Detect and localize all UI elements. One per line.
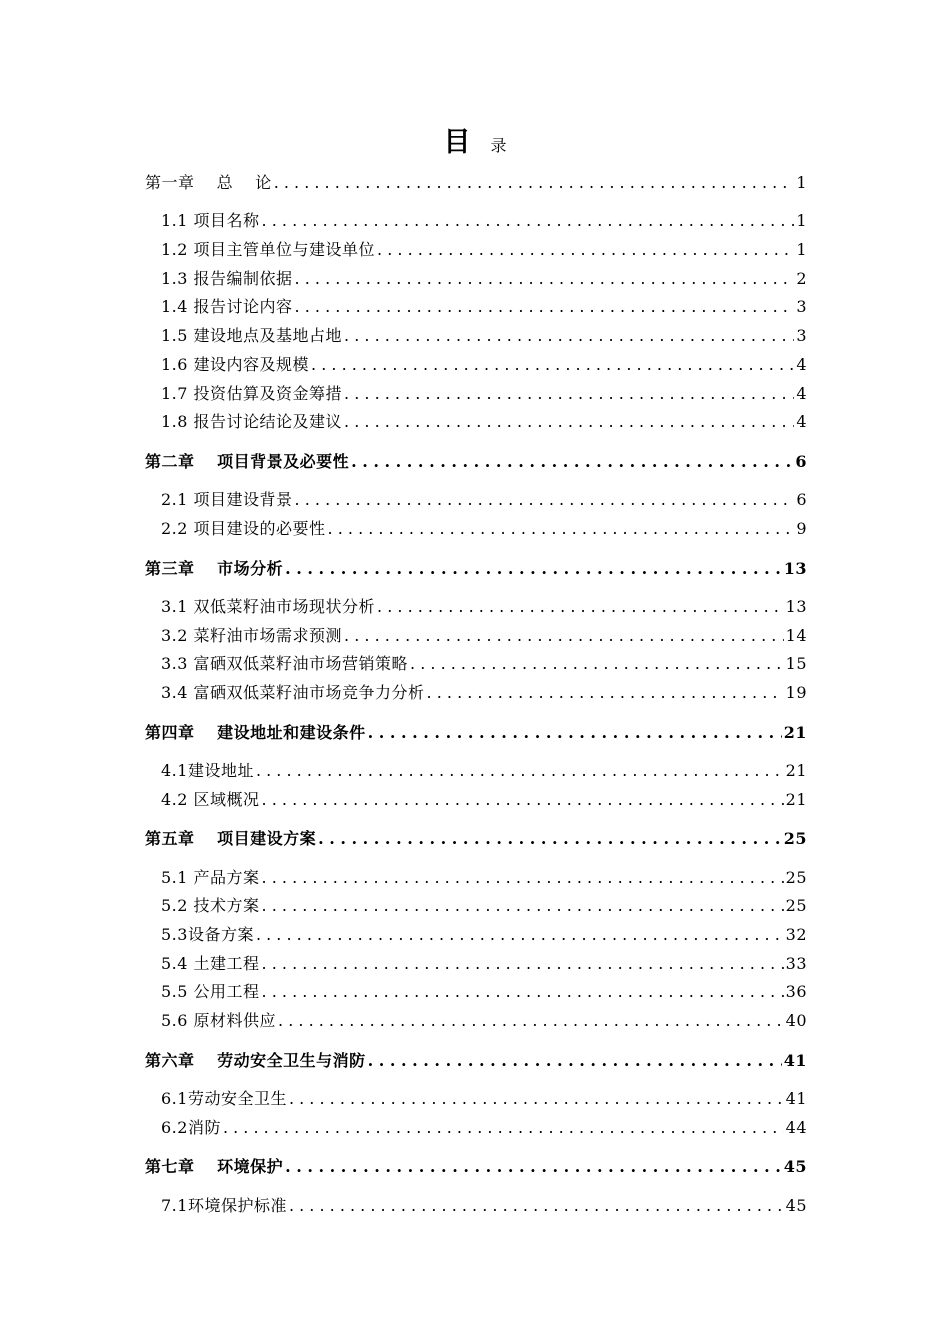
dot-leader — [285, 559, 782, 578]
toc-section-entry[interactable] — [145, 1193, 807, 1222]
toc-entry-label: 6.2消防 — [161, 1117, 221, 1137]
toc-chapter-entry[interactable] — [145, 168, 807, 208]
toc-entry-label: 5.2 技术方案 — [161, 896, 260, 916]
toc-section-entry[interactable] — [145, 758, 807, 787]
dot-leader — [262, 211, 795, 230]
toc-section-entry[interactable] — [145, 266, 807, 295]
dot-leader — [328, 519, 795, 538]
dot-leader — [351, 452, 793, 471]
dot-leader — [256, 761, 784, 780]
toc-section-entry[interactable] — [145, 979, 807, 1008]
toc-entry-label: 7.1环境保护标准 — [161, 1195, 287, 1215]
toc-section-entry[interactable] — [145, 680, 807, 709]
toc-entry-label: 1.3 报告编制依据 — [161, 268, 293, 288]
toc-page-number: 45 — [783, 1157, 807, 1177]
toc-section-entry[interactable] — [145, 237, 807, 266]
toc-title — [0, 120, 950, 159]
dot-leader — [262, 790, 784, 809]
toc-page-number: 1 — [796, 211, 807, 231]
dot-leader — [377, 240, 794, 259]
toc-entry-label: 3.1 双低菜籽油市场现状分析 — [161, 596, 376, 616]
toc-entry-label: 第二章 项目背景及必要性 — [145, 451, 350, 471]
toc-page-number: 40 — [785, 1011, 807, 1031]
dot-leader — [344, 384, 794, 403]
toc-page-number: 44 — [785, 1117, 807, 1137]
toc-section-entry[interactable] — [145, 409, 807, 438]
toc-page-number: 36 — [785, 982, 807, 1002]
toc-entry-label: 5.5 公用工程 — [161, 982, 260, 1002]
dot-leader — [427, 683, 784, 702]
toc-entry-label: 第三章 市场分析 — [145, 558, 284, 578]
toc-page-number: 41 — [783, 1050, 807, 1070]
toc-page-number: 14 — [785, 625, 807, 645]
toc-page-number: 41 — [785, 1089, 807, 1108]
dot-leader — [262, 868, 784, 887]
dot-leader — [410, 654, 784, 673]
dot-leader — [262, 982, 784, 1001]
toc-page-number: 13 — [783, 558, 807, 578]
toc-chapter-entry[interactable] — [145, 718, 807, 758]
dot-leader — [289, 1196, 784, 1215]
toc-page-number: 2 — [796, 268, 807, 288]
toc-title-sub: 录 — [490, 136, 507, 155]
dot-leader — [223, 1118, 784, 1137]
toc-entry-label: 第六章 劳动安全卫生与消防 — [145, 1050, 366, 1070]
toc-section-entry[interactable] — [145, 1086, 807, 1115]
dot-leader — [368, 723, 782, 742]
dot-leader — [368, 1051, 782, 1070]
toc-entry-label: 1.5 建设地点及基地占地 — [161, 326, 343, 346]
toc-entry-label: 1.6 建设内容及规模 — [161, 354, 310, 374]
toc-section-entry[interactable] — [145, 294, 807, 323]
toc-entry-label: 5.1 产品方案 — [161, 867, 260, 887]
toc-section-entry[interactable] — [145, 787, 807, 816]
toc-chapter-entry[interactable] — [145, 1152, 807, 1192]
toc-section-entry[interactable] — [145, 208, 807, 237]
toc-entry-label: 第五章 项目建设方案 — [145, 829, 317, 849]
dot-leader — [318, 829, 782, 848]
toc-page-number: 19 — [785, 682, 807, 702]
toc-page-number: 25 — [783, 829, 807, 849]
toc-entry-label: 2.1 项目建设背景 — [161, 490, 293, 510]
toc-chapter-entry[interactable] — [145, 447, 807, 487]
dot-leader — [344, 326, 794, 345]
toc-page-number: 4 — [796, 412, 807, 432]
toc-entry-label: 2.2 项目建设的必要性 — [161, 518, 326, 538]
toc-entry-label: 1.7 投资估算及资金筹措 — [161, 383, 343, 403]
toc-entry-label: 3.3 富硒双低菜籽油市场营销策略 — [161, 654, 409, 674]
toc-page-number: 45 — [785, 1195, 807, 1215]
dot-leader — [344, 412, 794, 431]
toc-section-entry[interactable] — [145, 865, 807, 894]
dot-leader — [344, 626, 784, 645]
toc-entry-label: 第四章 建设地址和建设条件 — [145, 722, 366, 742]
toc-section-entry[interactable] — [145, 323, 807, 352]
toc-chapter-entry[interactable] — [145, 824, 807, 864]
toc-entry-label: 1.2 项目主管单位与建设单位 — [161, 240, 376, 260]
toc-page-number: 4 — [796, 383, 807, 403]
toc-entry-label: 4.2 区域概况 — [161, 789, 260, 809]
toc-page-number: 21 — [785, 789, 807, 809]
toc-entry-label: 第七章 环境保护 — [145, 1157, 284, 1177]
dot-leader — [295, 269, 795, 288]
toc-chapter-entry[interactable] — [145, 554, 807, 594]
toc-section-entry[interactable] — [145, 623, 807, 652]
toc-page-number: 6 — [796, 490, 807, 510]
toc-section-entry[interactable] — [145, 516, 807, 545]
toc-entry-label: 5.6 原材料供应 — [161, 1011, 277, 1031]
toc-entry-label: 1.8 报告讨论结论及建议 — [161, 412, 343, 432]
toc-page-number: 3 — [796, 297, 807, 317]
dot-leader — [256, 925, 784, 944]
toc-section-entry[interactable] — [145, 487, 807, 516]
toc-page-number: 15 — [785, 654, 807, 674]
toc-page-number: 32 — [785, 924, 807, 944]
toc-section-entry[interactable] — [145, 381, 807, 410]
toc-entry-label: 6.1劳动安全卫生 — [161, 1089, 287, 1108]
dot-leader — [278, 1011, 784, 1030]
toc-section-entry[interactable] — [145, 922, 807, 951]
toc-page-number: 21 — [785, 760, 807, 780]
toc-page-number: 21 — [783, 722, 807, 742]
toc-entry-label: 1.1 项目名称 — [161, 211, 260, 231]
dot-leader — [274, 173, 795, 192]
toc-entry-label: 第一章 总 论 — [145, 173, 272, 192]
toc-entry-label: 1.4 报告讨论内容 — [161, 297, 293, 317]
dot-leader — [285, 1157, 782, 1176]
dot-leader — [311, 355, 794, 374]
toc-section-entry[interactable] — [145, 1115, 807, 1144]
toc-entry-label: 4.1建设地址 — [161, 760, 254, 780]
toc-page-number: 3 — [796, 326, 807, 346]
toc-page-number: 9 — [796, 518, 807, 538]
toc-entry-label: 3.2 菜籽油市场需求预测 — [161, 625, 343, 645]
dot-leader — [295, 490, 795, 509]
dot-leader — [262, 954, 784, 973]
toc-section-entry[interactable] — [145, 352, 807, 381]
toc-page-number: 1 — [796, 173, 807, 192]
dot-leader — [377, 597, 784, 616]
toc-chapter-entry[interactable] — [145, 1046, 807, 1086]
toc-section-entry[interactable] — [145, 651, 807, 680]
toc-page-number: 4 — [796, 354, 807, 374]
toc-page-number: 25 — [785, 867, 807, 887]
toc-section-entry[interactable] — [145, 893, 807, 922]
toc-page-number: 1 — [796, 240, 807, 260]
dot-leader — [295, 297, 795, 316]
toc-section-entry[interactable] — [145, 951, 807, 980]
toc-title-main: 目 — [443, 127, 471, 158]
toc-page-number: 25 — [785, 896, 807, 916]
toc-entry-label: 3.4 富硒双低菜籽油市场竞争力分析 — [161, 682, 425, 702]
toc-page-number: 13 — [785, 596, 807, 616]
toc-section-entry[interactable] — [145, 594, 807, 623]
table-of-contents — [145, 168, 807, 1221]
toc-section-entry[interactable] — [145, 1008, 807, 1037]
dot-leader — [289, 1089, 784, 1108]
toc-page-number: 33 — [785, 953, 807, 973]
toc-entry-label: 5.3设备方案 — [161, 924, 254, 944]
toc-page-number: 6 — [795, 451, 807, 471]
dot-leader — [262, 896, 784, 915]
toc-entry-label: 5.4 土建工程 — [161, 953, 260, 973]
